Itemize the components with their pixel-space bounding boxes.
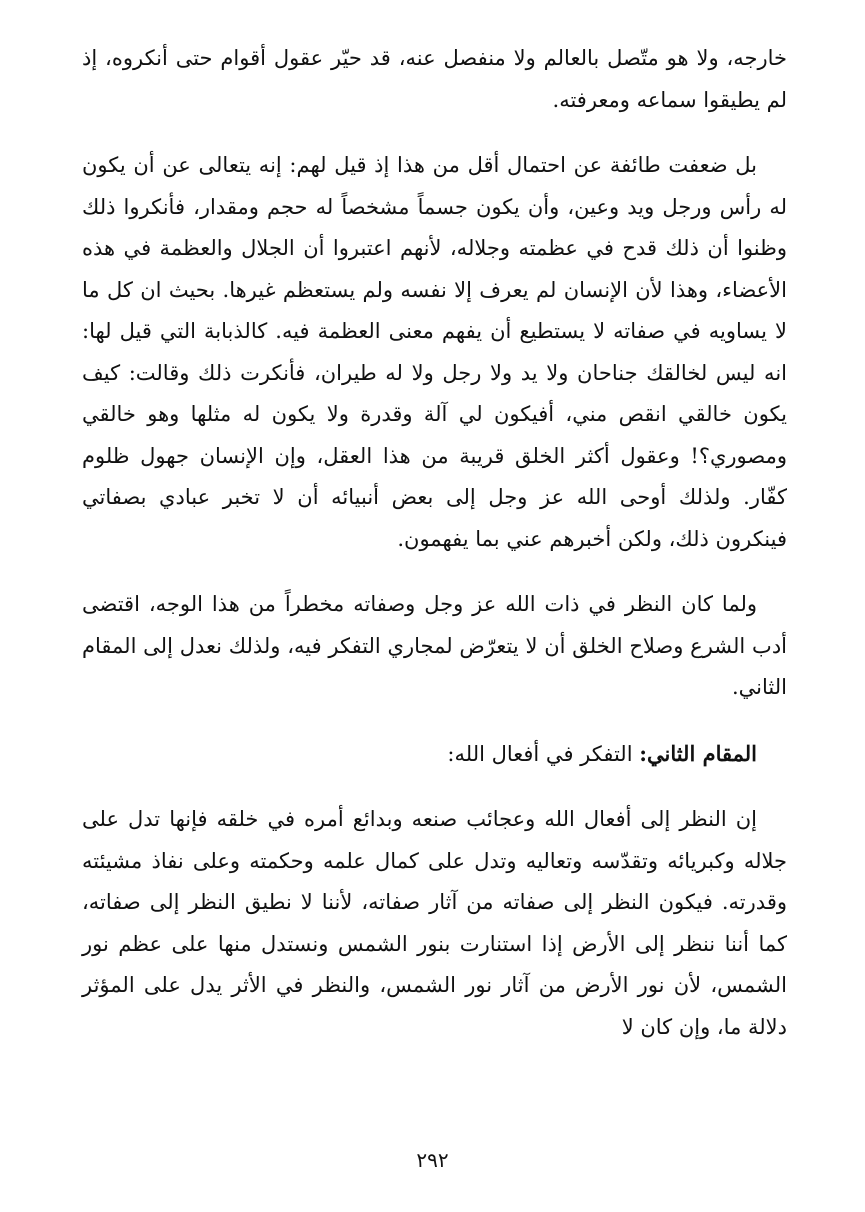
section-heading-label: المقام الثاني: xyxy=(639,740,757,766)
paragraph-4: إن النظر إلى أفعال الله وعجائب صنعه وبدائع أمره في خلقه فإنها تدل على جلاله وكبريائه وتقدّسه وتعاليه وتدل على كمال علمه وحكمته وعلى نفاذ مشيئته وقدرته. فيكون النظر إلى صفاته من آثار صفاته، لأننا لا نطيق النظر إلى صفاته، كما أننا ننظر إلى الأرض إذا استنارت بنور الشمس ونستدل منها على عظم نور الشمس، لأن نور الأرض من آثار نور الشمس، والنظر في الأثر يدل على المؤثر دلالة ما، وإن كان لا xyxy=(82,807,787,1039)
page-number: ٢٩٢ xyxy=(416,1148,449,1172)
paragraph-2: بل ضعفت طائفة عن احتمال أقل من هذا إذ قيل لهم: إنه يتعالى عن أن يكون له رأس ورجل ويد وعين، وأن يكون جسماً مشخصاً له حجم ومقدار، فأنكروا ذلك وظنوا أن ذلك قدح في عظمته وجلاله، لأنهم اعتبروا أن الجلال والعظمة في هذه الأعضاء، وهذا لأن الإنسان لم يعرف إلا نفسه ولم يستعظم غيرها. بحيث ان كل ما لا يساويه في صفاته لا يستطيع أن يفهم معنى العظمة فيه. كالذبابة التي قيل لها: انه ليس لخالقك جناحان ولا يد ولا رجل ولا له طيران، فأنكرت ذلك وقالت: كيف يكون خالقي انقص مني، أفيكون لي آلة وقدرة ولا يكون له مثلها وهو خالقي ومصوري؟! وعقول أكثر الخلق قريبة من هذا العقل، وإن الإنسان جهول ظلوم كفّار. ولذلك أوحى الله عز وجل إلى بعض أنبيائه أن لا تخبر عبادي بصفاتي فينكرون ذلك، ولكن أخبرهم عني بما يفهمون. xyxy=(82,153,787,551)
paragraph-1: خارجه، ولا هو متّصل بالعالم ولا منفصل عنه، قد حيّر عقول أقوام حتى أنكروه، إذ لم يطيقوا سماعه ومعرفته. xyxy=(82,46,787,112)
paragraph-3: ولما كان النظر في ذات الله عز وجل وصفاته مخطراً من هذا الوجه، اقتضى أدب الشرع وصلاح الخلق أن لا يتعرّض لمجاري التفكر فيه، ولذلك نعدل إلى المقام الثاني. xyxy=(82,592,787,699)
page-body xyxy=(82,38,787,1048)
paragraph-gap xyxy=(82,560,787,584)
section-heading xyxy=(82,733,787,776)
section-heading-text: التفكر في أفعال الله: xyxy=(447,741,633,766)
paragraph-gap xyxy=(82,709,787,733)
paragraph-gap xyxy=(82,775,787,799)
paragraph-gap xyxy=(82,121,787,145)
